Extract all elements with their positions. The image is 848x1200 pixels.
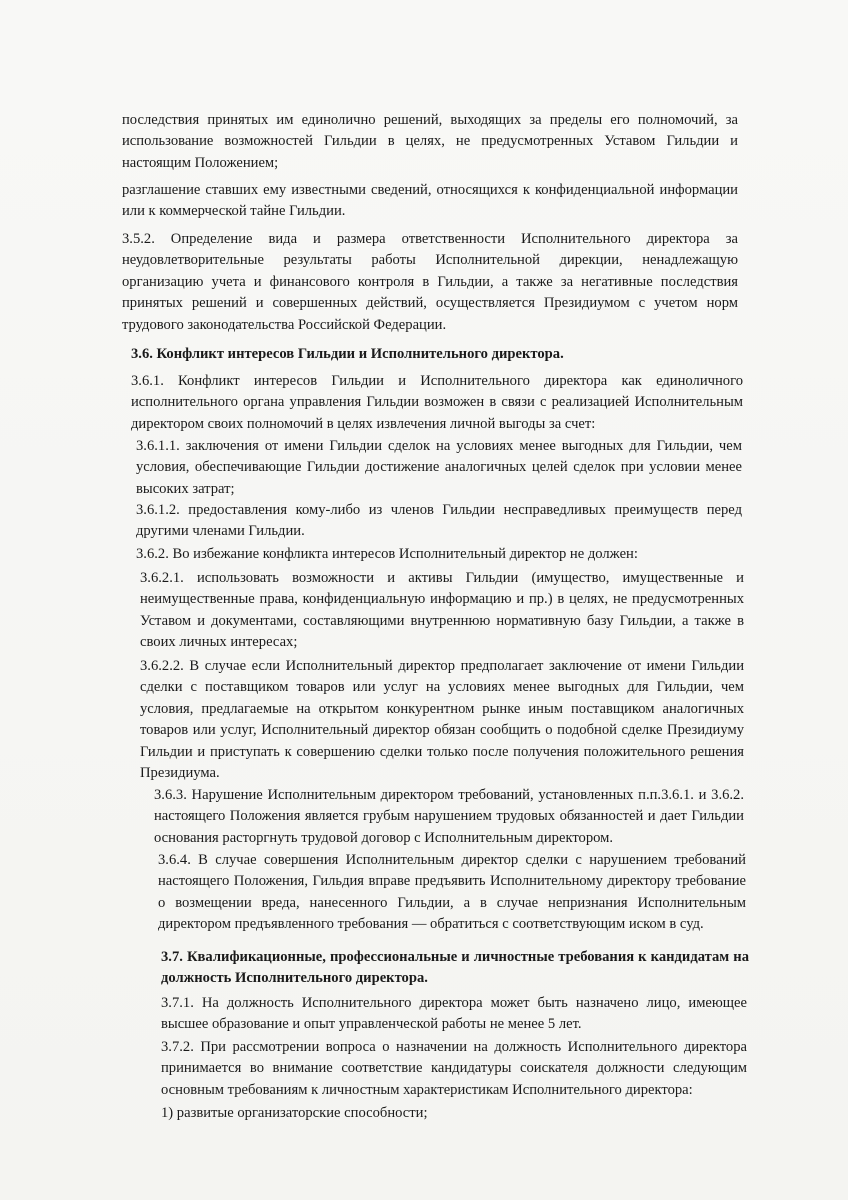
heading-3-6: 3.6. Конфликт интересов Гильдии и Исполнительного директора. (131, 346, 564, 362)
paragraph-3-6-3: 3.6.3. Нарушение Исполнительным директором требований, установленных п.п.3.6.1. и 3.6.2. настоящего Положения является грубым нарушением трудовых обязанностей и дает Гильдии основания расторгнуть трудовой договор с Исполнительным директором. (154, 787, 744, 846)
paragraph-3-6-1-1: 3.6.1.1. заключения от имени Гильдии сделок на условиях менее выгодных для Гильдии, чем условия, обеспечивающие Гильдии достижение аналогичных целей сделок при условии менее высоких затрат; (136, 438, 742, 497)
paragraph-3-7-2: 3.7.2. При рассмотрении вопроса о назначении на должность Исполнительного директора принимается во внимание соответствие кандидатуры соискателя должности следующим основным требованиям к личностным характеристикам Исполнительного директора: (161, 1039, 747, 1098)
paragraph-3-6-2-2: 3.6.2.2. В случае если Исполнительный директор предполагает заключение от имени Гильдии сделки с поставщиком товаров или услуг на условиях менее выгодных для Гильдии, чем условия, предлагаемые на открытом конкурентном рынке иным поставщиком аналогичных товаров или услуг, Исполнительный директор обязан сообщить о подобной сделке Президиуму Гильдии и приступать к совершению сделки только после получения положительного решения Президиума. (140, 658, 744, 782)
paragraph-3-6-1: 3.6.1. Конфликт интересов Гильдии и Исполнительного директора как единоличного исполнительного органа управления Гильдии возможен в связи с реализацией Исполнительным директором своих полномочий в целях извлечения личной выгоды за счет: (131, 373, 743, 432)
paragraph-3-5-2: 3.5.2. Определение вида и размера ответственности Исполнительного директора за неудовлетворительные результаты работы Исполнительной дирекции, ненадлежащую организацию учета и финансового контроля в Гильдии, а также за негативные последствия принятых решений и совершенных действий, осуществляется Президиумом с учетом норм трудового законодательства Российской Федерации. (122, 231, 738, 333)
paragraph-3-6-2: 3.6.2. Во избежание конфликта интересов Исполнительный директор не должен: (136, 546, 638, 562)
paragraph-consequences: последствия принятых им единолично решений, выходящих за пределы его полномочий, за использование возможностей Гильдии в целях, не предусмотренных Уставом Гильдии и настоящим Положением; (122, 112, 738, 171)
paragraph-3-6-4: 3.6.4. В случае совершения Исполнительным директор сделки с нарушением требований настоящего Положения, Гильдия вправе предъявить Исполнительному директору требование о возмещении вреда, нанесенного Гильдии, а в случае непризнания Исполнительным директором предъявленного требования — обратиться с соответствующим иском в суд. (158, 852, 746, 933)
heading-3-7: 3.7. Квалификационные, профессиональные и личностные требования к кандидатам на должность Исполнительного директора. (161, 949, 749, 987)
paragraph-disclosure: разглашение ставших ему известными сведений, относящихся к конфиденциальной информации или к коммерческой тайне Гильдии. (122, 182, 738, 220)
paragraph-3-6-1-2: 3.6.1.2. предоставления кому-либо из членов Гильдии несправедливых преимуществ перед другими членами Гильдии. (136, 502, 742, 540)
paragraph-3-6-2-1: 3.6.2.1. использовать возможности и активы Гильдии (имущество, имущественные и неимущественные права, конфиденциальную информацию и пр.) в целях, не предусмотренных Уставом и документами, составляющими внутреннюю нормативную базу Гильдии, а также в своих личных интересах; (140, 570, 744, 651)
list-item-1: 1) развитые организаторские способности; (161, 1105, 428, 1121)
paragraph-3-7-1: 3.7.1. На должность Исполнительного директора может быть назначено лицо, имеющее высшее образование и опыт управленческой работы не менее 5 лет. (161, 995, 747, 1033)
